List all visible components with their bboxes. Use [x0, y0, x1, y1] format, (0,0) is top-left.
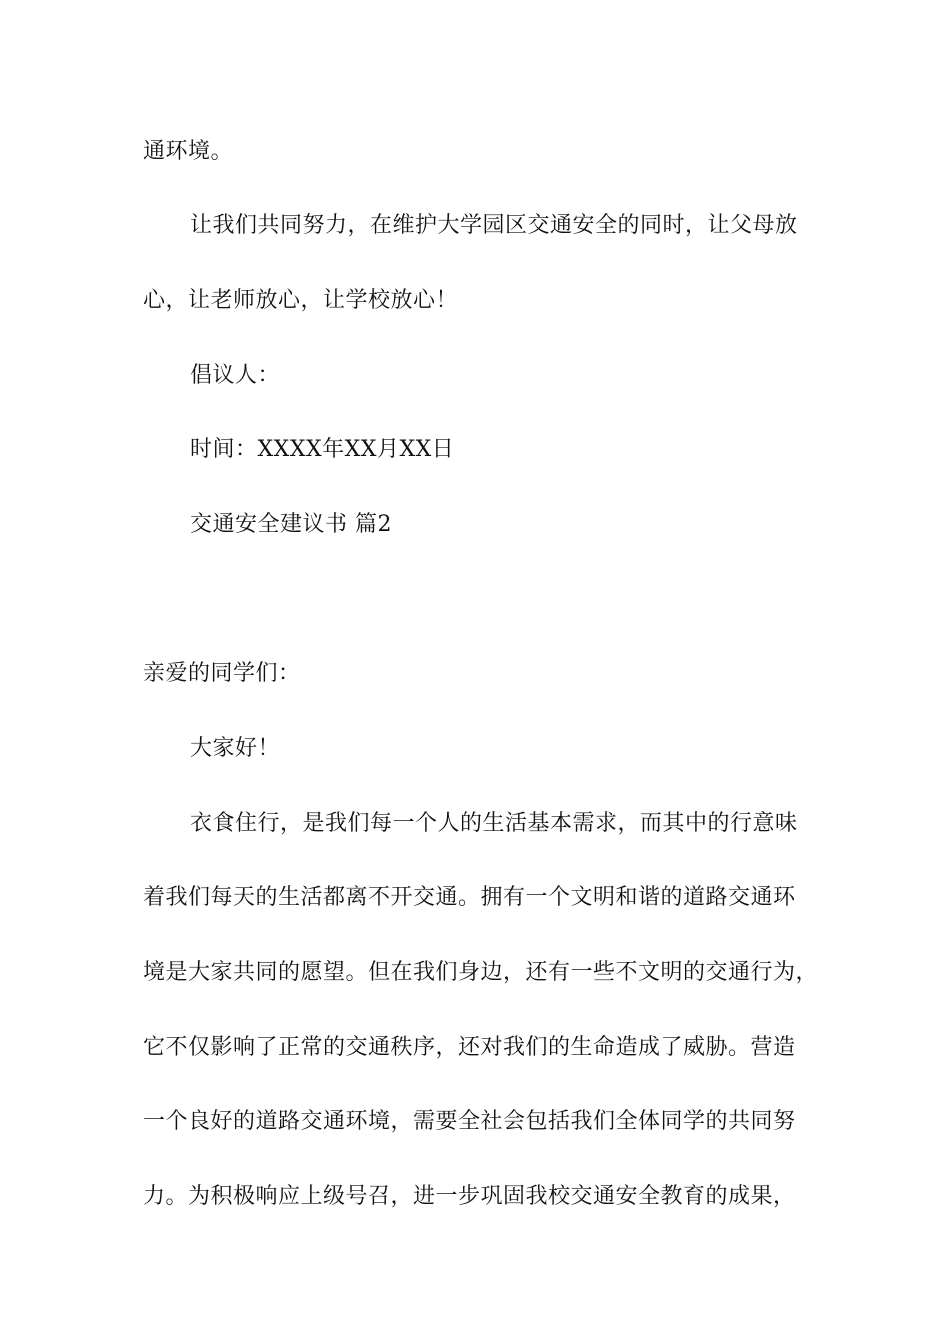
paragraph-line: 它不仅影响了正常的交通秩序，还对我们的生命造成了威胁。营造: [143, 1035, 796, 1060]
paragraph-line: 衣食住行，是我们每一个人的生活基本需求，而其中的行意味: [190, 811, 798, 836]
paragraph-line: 力。为积极响应上级号召，进一步巩固我校交通安全教育的成果，: [143, 1184, 796, 1209]
paragraph-line: 心，让老师放心，让学校放心！: [143, 288, 459, 313]
paragraph-line: 让我们共同努力，在维护大学园区交通安全的同时，让父母放: [190, 213, 798, 238]
paragraph-line: 境是大家共同的愿望。但在我们身边，还有一些不文明的交通行为，: [143, 960, 819, 985]
section-heading: 交通安全建议书 篇2: [190, 512, 392, 537]
paragraph-line: 一个良好的道路交通环境，需要全社会包括我们全体同学的共同努: [143, 1109, 796, 1134]
proposer-label: 倡议人：: [190, 363, 281, 388]
date-line: 时间：XXXX年XX月XX日: [190, 437, 455, 462]
paragraph-line: 着我们每天的生活都离不开交通。拥有一个文明和谐的道路交通环: [143, 885, 796, 910]
greeting: 大家好！: [190, 736, 281, 761]
salutation: 亲爱的同学们：: [143, 661, 301, 686]
paragraph-line: 通环境。: [143, 139, 234, 164]
